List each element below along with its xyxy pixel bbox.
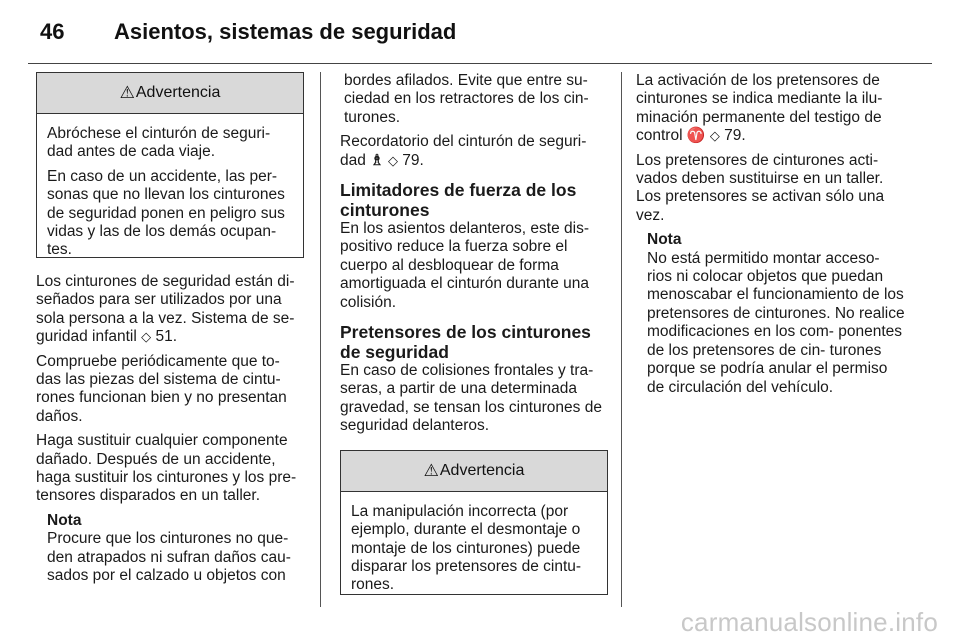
cross-reference-arrow-icon: ◇: [387, 152, 398, 168]
page-reference[interactable]: 51.: [155, 328, 178, 346]
note: [647, 231, 906, 397]
warning-paragraph: La manipulación incorrecta (por ejemplo, durante el desmontaje o montaje de los cinturones) puede disparar los pretensores de cintu- rones.: [351, 502, 582, 594]
warning-header: [37, 73, 303, 114]
paragraph-replacement: Los pretensores de cinturones acti- vados deben sustituirse en un taller. Los pretensores se activan sólo una vez.: [636, 151, 885, 224]
column-2: [340, 72, 608, 595]
paragraph-text: La activación de los pretensores de cinturones se indica mediante la ilu- minación permanente del testigo de control: [636, 72, 883, 145]
paragraph-seatbelt-reminder: [340, 133, 608, 170]
page-reference[interactable]: 79.: [402, 151, 424, 169]
warning-title: Advertencia: [439, 461, 525, 479]
page-number: 46: [40, 19, 65, 44]
warning-triangle-icon: ⚠: [119, 83, 135, 102]
warning-paragraph: Abróchese el cinturón de seguri- dad antes de cada viaje.: [47, 125, 271, 161]
header-rule: [28, 63, 932, 64]
note-title: Nota: [647, 231, 682, 249]
warning-paragraph: En caso de un accidente, las per- sonas que no llevan los cinturones de seguridad ponen en peligro sus vidas y las de los demás ocupan- tes.: [47, 167, 285, 259]
paragraph-text: Los cinturones de seguridad están di- señados para ser utilizados por una sola persona a la vez. Sistema de se- guridad infantil: [36, 273, 295, 346]
warning-content: [37, 114, 303, 270]
note-body: No está permitido montar acceso- rios ni colocar objetos que puedan menoscabar el funcionamiento de los pretensores de cinturones. No realice modificaciones en los com- ponentes de los pretensores de cin- turones porque se podría anular el permiso de circulación del vehículo.: [647, 249, 905, 396]
warning-content: [341, 492, 607, 605]
note-body: Procure que los cinturones no que- den atrapados ni sufran daños cau- sados por el calzado u objetos con: [47, 530, 291, 585]
column-3: [636, 72, 906, 397]
page-title: Asientos, sistemas de seguridad: [114, 19, 457, 44]
column-divider-right: [621, 72, 622, 607]
paragraph-continued: [344, 72, 608, 127]
pretensioner-warning-light-icon: ♈: [686, 127, 706, 145]
paragraph-check-parts: Compruebe periódicamente que to- das las piezas del sistema de cintu- rones funcionan bien y no presentan daños.: [36, 352, 287, 425]
note-title: Nota: [47, 511, 82, 529]
warning-header: [341, 451, 607, 492]
paragraph-pretensioners: En caso de colisiones frontales y tra- seras, a partir de una determinada gravedad, se tensan los cinturones de seguridad delanteros.: [340, 362, 602, 435]
column-divider-left: [320, 72, 321, 607]
page-header: [40, 16, 456, 48]
note: [47, 512, 304, 586]
paragraph-seatbelt-single-person: [36, 273, 304, 347]
cross-reference-arrow-icon: ◇: [141, 329, 152, 345]
seatbelt-icon: ♗: [370, 151, 384, 169]
section-heading-pretensioners: Pretensores de los cinturones de seguridad: [340, 322, 591, 363]
paragraph-text: Recordatorio del cinturón de seguri- dad: [340, 133, 587, 169]
paragraph-activation: [636, 72, 906, 146]
column-1: [36, 72, 304, 586]
warning-triangle-icon: ⚠: [423, 460, 439, 480]
page-reference[interactable]: 79.: [724, 127, 746, 145]
warning-box: [340, 450, 608, 595]
paragraph-replace-parts: Haga sustituir cualquier componente dañado. Después de un accidente, haga sustituir los cinturones y los pre- tensores disparados en un taller.: [36, 432, 297, 505]
section-heading-force-limiters: Limitadores de fuerza de los cinturones: [340, 180, 577, 221]
watermark: carmanualsonline.info: [680, 607, 938, 637]
warning-title: Advertencia: [135, 84, 221, 101]
paragraph-force-limiters: En los asientos delanteros, este dis- positivo reduce la fuerza sobre el cuerpo al desbloquear de forma amortiguada el cinturón durante una colisión.: [340, 220, 590, 311]
paragraph-text: bordes afilados. Evite que entre su- ciedad en los retractores de los cin- turones.: [344, 72, 589, 126]
warning-box: [36, 72, 304, 258]
cross-reference-arrow-icon: ◇: [709, 128, 720, 144]
